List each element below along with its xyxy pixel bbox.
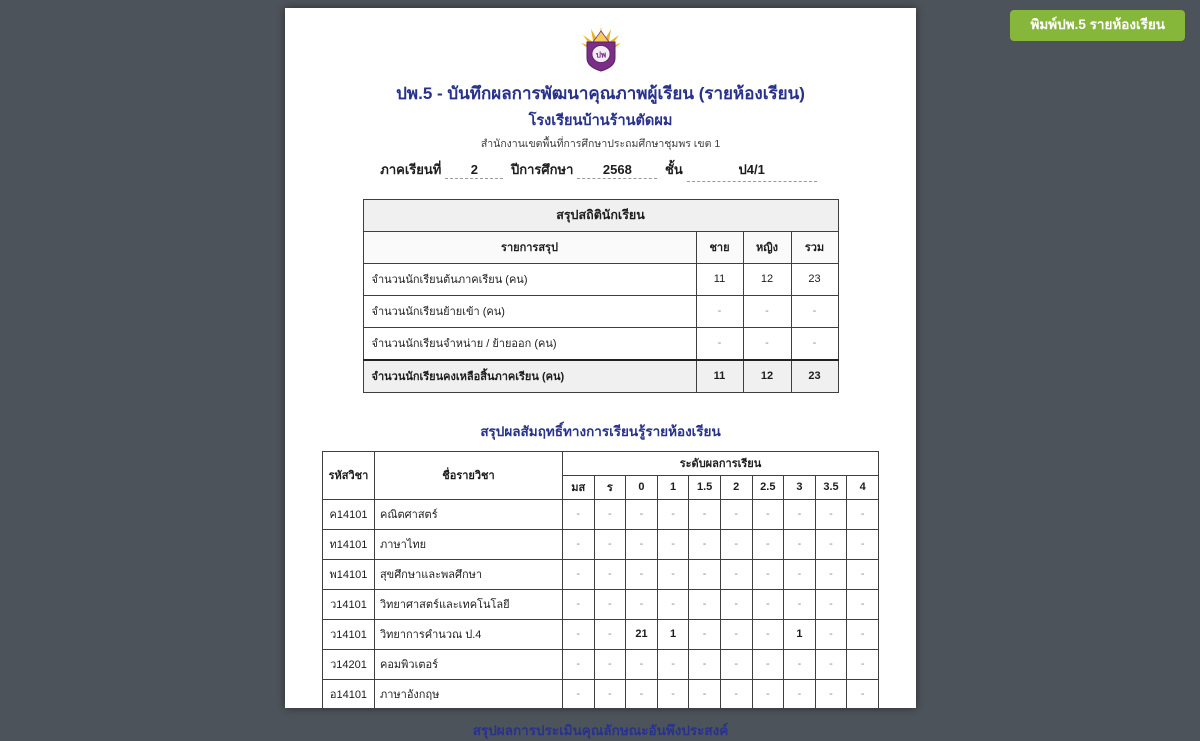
subject-name-cell: วิทยาการคำนวณ ป.4: [374, 620, 562, 650]
grades-table-row: [322, 530, 878, 560]
grade-count-cell: -: [594, 560, 626, 590]
grade-count-cell: -: [815, 680, 847, 710]
grade-count-cell: -: [720, 590, 752, 620]
grade-count-cell: -: [784, 500, 816, 530]
grade-count-cell: -: [594, 680, 626, 710]
grade-count-cell: -: [689, 590, 721, 620]
stats-cell-total: -: [791, 328, 838, 361]
subject-code-cell: ค14101: [322, 500, 374, 530]
grade-count-cell: -: [626, 680, 658, 710]
grade-count-cell: -: [689, 530, 721, 560]
grade-count-cell: -: [720, 500, 752, 530]
subject-name-cell: วิทยาศาสตร์และเทคโนโลยี: [374, 590, 562, 620]
grade-count-cell: -: [562, 500, 594, 530]
year-label: ปีการศึกษา: [510, 162, 574, 177]
grades-table-row: [322, 620, 878, 650]
grade-count-cell: -: [720, 530, 752, 560]
stats-col-male: ชาย: [696, 232, 743, 264]
stats-cell-label: จำนวนนักเรียนต้นภาคเรียน (คน): [363, 264, 696, 296]
grades-table-row: [322, 680, 878, 710]
grades-col-code: รหัสวิชา: [322, 452, 374, 500]
subject-name-cell: ภาษาอังกฤษ: [374, 680, 562, 710]
grade-count-cell: -: [626, 560, 658, 590]
subject-code-cell: ท14101: [322, 530, 374, 560]
student-stats-table: [363, 199, 839, 393]
grade-count-cell: -: [784, 560, 816, 590]
grade-count-cell: -: [689, 500, 721, 530]
grade-count-cell: -: [847, 530, 879, 560]
grade-level-header: ร: [594, 476, 626, 500]
next-section-title-partial: สรุปผลการประเมินคุณลักษณะอันพึงประสงค์: [472, 723, 729, 738]
grades-section-title: สรุปผลสัมฤทธิ์ทางการเรียนรู้รายห้องเรียน: [480, 424, 721, 439]
grade-level-header: 2: [720, 476, 752, 500]
grade-count-cell: 21: [626, 620, 658, 650]
grades-header-row-1: [322, 452, 878, 476]
document-card: [285, 8, 916, 738]
grades-table: [322, 451, 879, 710]
grade-count-cell: -: [847, 620, 879, 650]
stats-table-row: [363, 296, 838, 328]
document-title: ปพ.5 - บันทึกผลการพัฒนาคุณภาพผู้เรียน (รายห้องเรียน): [396, 84, 805, 103]
class-label: ชั้น: [665, 162, 683, 177]
year-value: 2568: [577, 162, 657, 179]
grade-count-cell: -: [689, 680, 721, 710]
grade-count-cell: -: [626, 650, 658, 680]
grade-level-header: 1.5: [689, 476, 721, 500]
subject-name-cell: คอมพิวเตอร์: [374, 650, 562, 680]
grade-count-cell: -: [594, 620, 626, 650]
stats-table-title: สรุปสถิตินักเรียน: [363, 200, 838, 232]
grade-count-cell: -: [562, 560, 594, 590]
grade-level-header: มส: [562, 476, 594, 500]
grades-table-row: [322, 500, 878, 530]
grade-count-cell: -: [720, 620, 752, 650]
stats-cell-label: จำนวนนักเรียนจำหน่าย / ย้ายออก (คน): [363, 328, 696, 361]
grade-count-cell: -: [594, 500, 626, 530]
grade-count-cell: -: [626, 530, 658, 560]
grades-col-levels: ระดับผลการเรียน: [562, 452, 878, 476]
grade-level-header: 3.5: [815, 476, 847, 500]
stats-header-row: [363, 232, 838, 264]
grade-count-cell: -: [815, 590, 847, 620]
subject-name-cell: ภาษาไทย: [374, 530, 562, 560]
subject-name-cell: คณิตศาสตร์: [374, 500, 562, 530]
grade-count-cell: -: [752, 650, 784, 680]
grade-count-cell: -: [594, 590, 626, 620]
grade-count-cell: -: [720, 680, 752, 710]
stats-cell-total: 23: [791, 264, 838, 296]
stats-cell-male: -: [696, 328, 743, 361]
grade-count-cell: -: [847, 560, 879, 590]
grade-level-header: 0: [626, 476, 658, 500]
grade-count-cell: -: [815, 560, 847, 590]
class-value: ป4/1: [687, 159, 817, 182]
stats-cell-label: จำนวนนักเรียนคงเหลือสิ้นภาคเรียน (คน): [363, 360, 696, 393]
grade-count-cell: -: [626, 500, 658, 530]
stats-cell-total: 23: [791, 360, 838, 393]
stats-cell-female: -: [743, 328, 791, 361]
grade-count-cell: -: [594, 650, 626, 680]
stats-col-female: หญิง: [743, 232, 791, 264]
stats-cell-female: 12: [743, 264, 791, 296]
grade-count-cell: -: [752, 560, 784, 590]
stats-cell-male: 11: [696, 264, 743, 296]
subject-code-cell: ว14101: [322, 590, 374, 620]
grade-count-cell: -: [752, 530, 784, 560]
subject-name-cell: สุขศึกษาและพลศึกษา: [374, 560, 562, 590]
grade-count-cell: -: [847, 680, 879, 710]
grade-level-header: 3: [784, 476, 816, 500]
grade-count-cell: -: [784, 650, 816, 680]
print-pp5-button[interactable]: พิมพ์ปพ.5 รายห้องเรียน: [1010, 10, 1185, 41]
grade-count-cell: -: [752, 500, 784, 530]
grade-count-cell: -: [784, 530, 816, 560]
stats-cell-total: -: [791, 296, 838, 328]
subject-code-cell: พ14101: [322, 560, 374, 590]
stats-col-summary: รายการสรุป: [363, 232, 696, 264]
stats-table-row: [363, 360, 838, 393]
grade-count-cell: -: [657, 590, 689, 620]
grade-level-header: 1: [657, 476, 689, 500]
grade-count-cell: -: [720, 650, 752, 680]
grade-count-cell: -: [657, 530, 689, 560]
stats-table-row: [363, 264, 838, 296]
stats-cell-female: 12: [743, 360, 791, 393]
subject-code-cell: อ14101: [322, 680, 374, 710]
grade-count-cell: -: [594, 530, 626, 560]
grade-count-cell: -: [815, 530, 847, 560]
grade-count-cell: 1: [784, 620, 816, 650]
grade-count-cell: -: [752, 590, 784, 620]
grade-count-cell: -: [752, 620, 784, 650]
district-name: สำนักงานเขตพื้นที่การศึกษาประถมศึกษาชุมพร เขต 1: [480, 138, 721, 150]
grade-count-cell: -: [657, 650, 689, 680]
grade-count-cell: -: [689, 650, 721, 680]
grade-count-cell: -: [720, 560, 752, 590]
grade-count-cell: 1: [657, 620, 689, 650]
stats-table-row: [363, 328, 838, 361]
school-name: โรงเรียนบ้านร้านตัดผม: [528, 113, 673, 129]
grade-count-cell: -: [815, 620, 847, 650]
grades-table-row: [322, 560, 878, 590]
semester-value: 2: [445, 162, 503, 179]
grades-table-row: [322, 590, 878, 620]
grade-count-cell: -: [847, 590, 879, 620]
grade-count-cell: -: [689, 620, 721, 650]
stats-cell-male: -: [696, 296, 743, 328]
grade-count-cell: -: [689, 560, 721, 590]
stats-cell-male: 11: [696, 360, 743, 393]
crest-monogram: ปพ: [595, 50, 606, 60]
grades-col-subject: ชื่อรายวิชา: [374, 452, 562, 500]
grade-count-cell: -: [657, 500, 689, 530]
grade-count-cell: -: [562, 620, 594, 650]
grade-count-cell: -: [562, 530, 594, 560]
grade-level-header: 4: [847, 476, 879, 500]
grade-count-cell: -: [562, 590, 594, 620]
grade-count-cell: -: [847, 650, 879, 680]
semester-line: [285, 159, 916, 182]
grade-level-header: 2.5: [752, 476, 784, 500]
grade-count-cell: -: [626, 590, 658, 620]
grades-table-row: [322, 650, 878, 680]
grade-count-cell: -: [815, 500, 847, 530]
grade-count-cell: -: [784, 680, 816, 710]
stats-cell-female: -: [743, 296, 791, 328]
stats-cell-label: จำนวนนักเรียนย้ายเข้า (คน): [363, 296, 696, 328]
grade-count-cell: -: [562, 650, 594, 680]
semester-label: ภาคเรียนที่: [380, 162, 442, 177]
subject-code-cell: ว14201: [322, 650, 374, 680]
stats-title-row: [363, 200, 838, 232]
stats-col-total: รวม: [791, 232, 838, 264]
grade-count-cell: -: [562, 680, 594, 710]
grade-count-cell: -: [784, 590, 816, 620]
grade-count-cell: -: [657, 560, 689, 590]
subject-code-cell: ว14101: [322, 620, 374, 650]
school-crest-icon: [579, 26, 623, 72]
grade-count-cell: -: [752, 680, 784, 710]
grade-count-cell: -: [847, 500, 879, 530]
grade-count-cell: -: [657, 680, 689, 710]
grade-count-cell: -: [815, 650, 847, 680]
